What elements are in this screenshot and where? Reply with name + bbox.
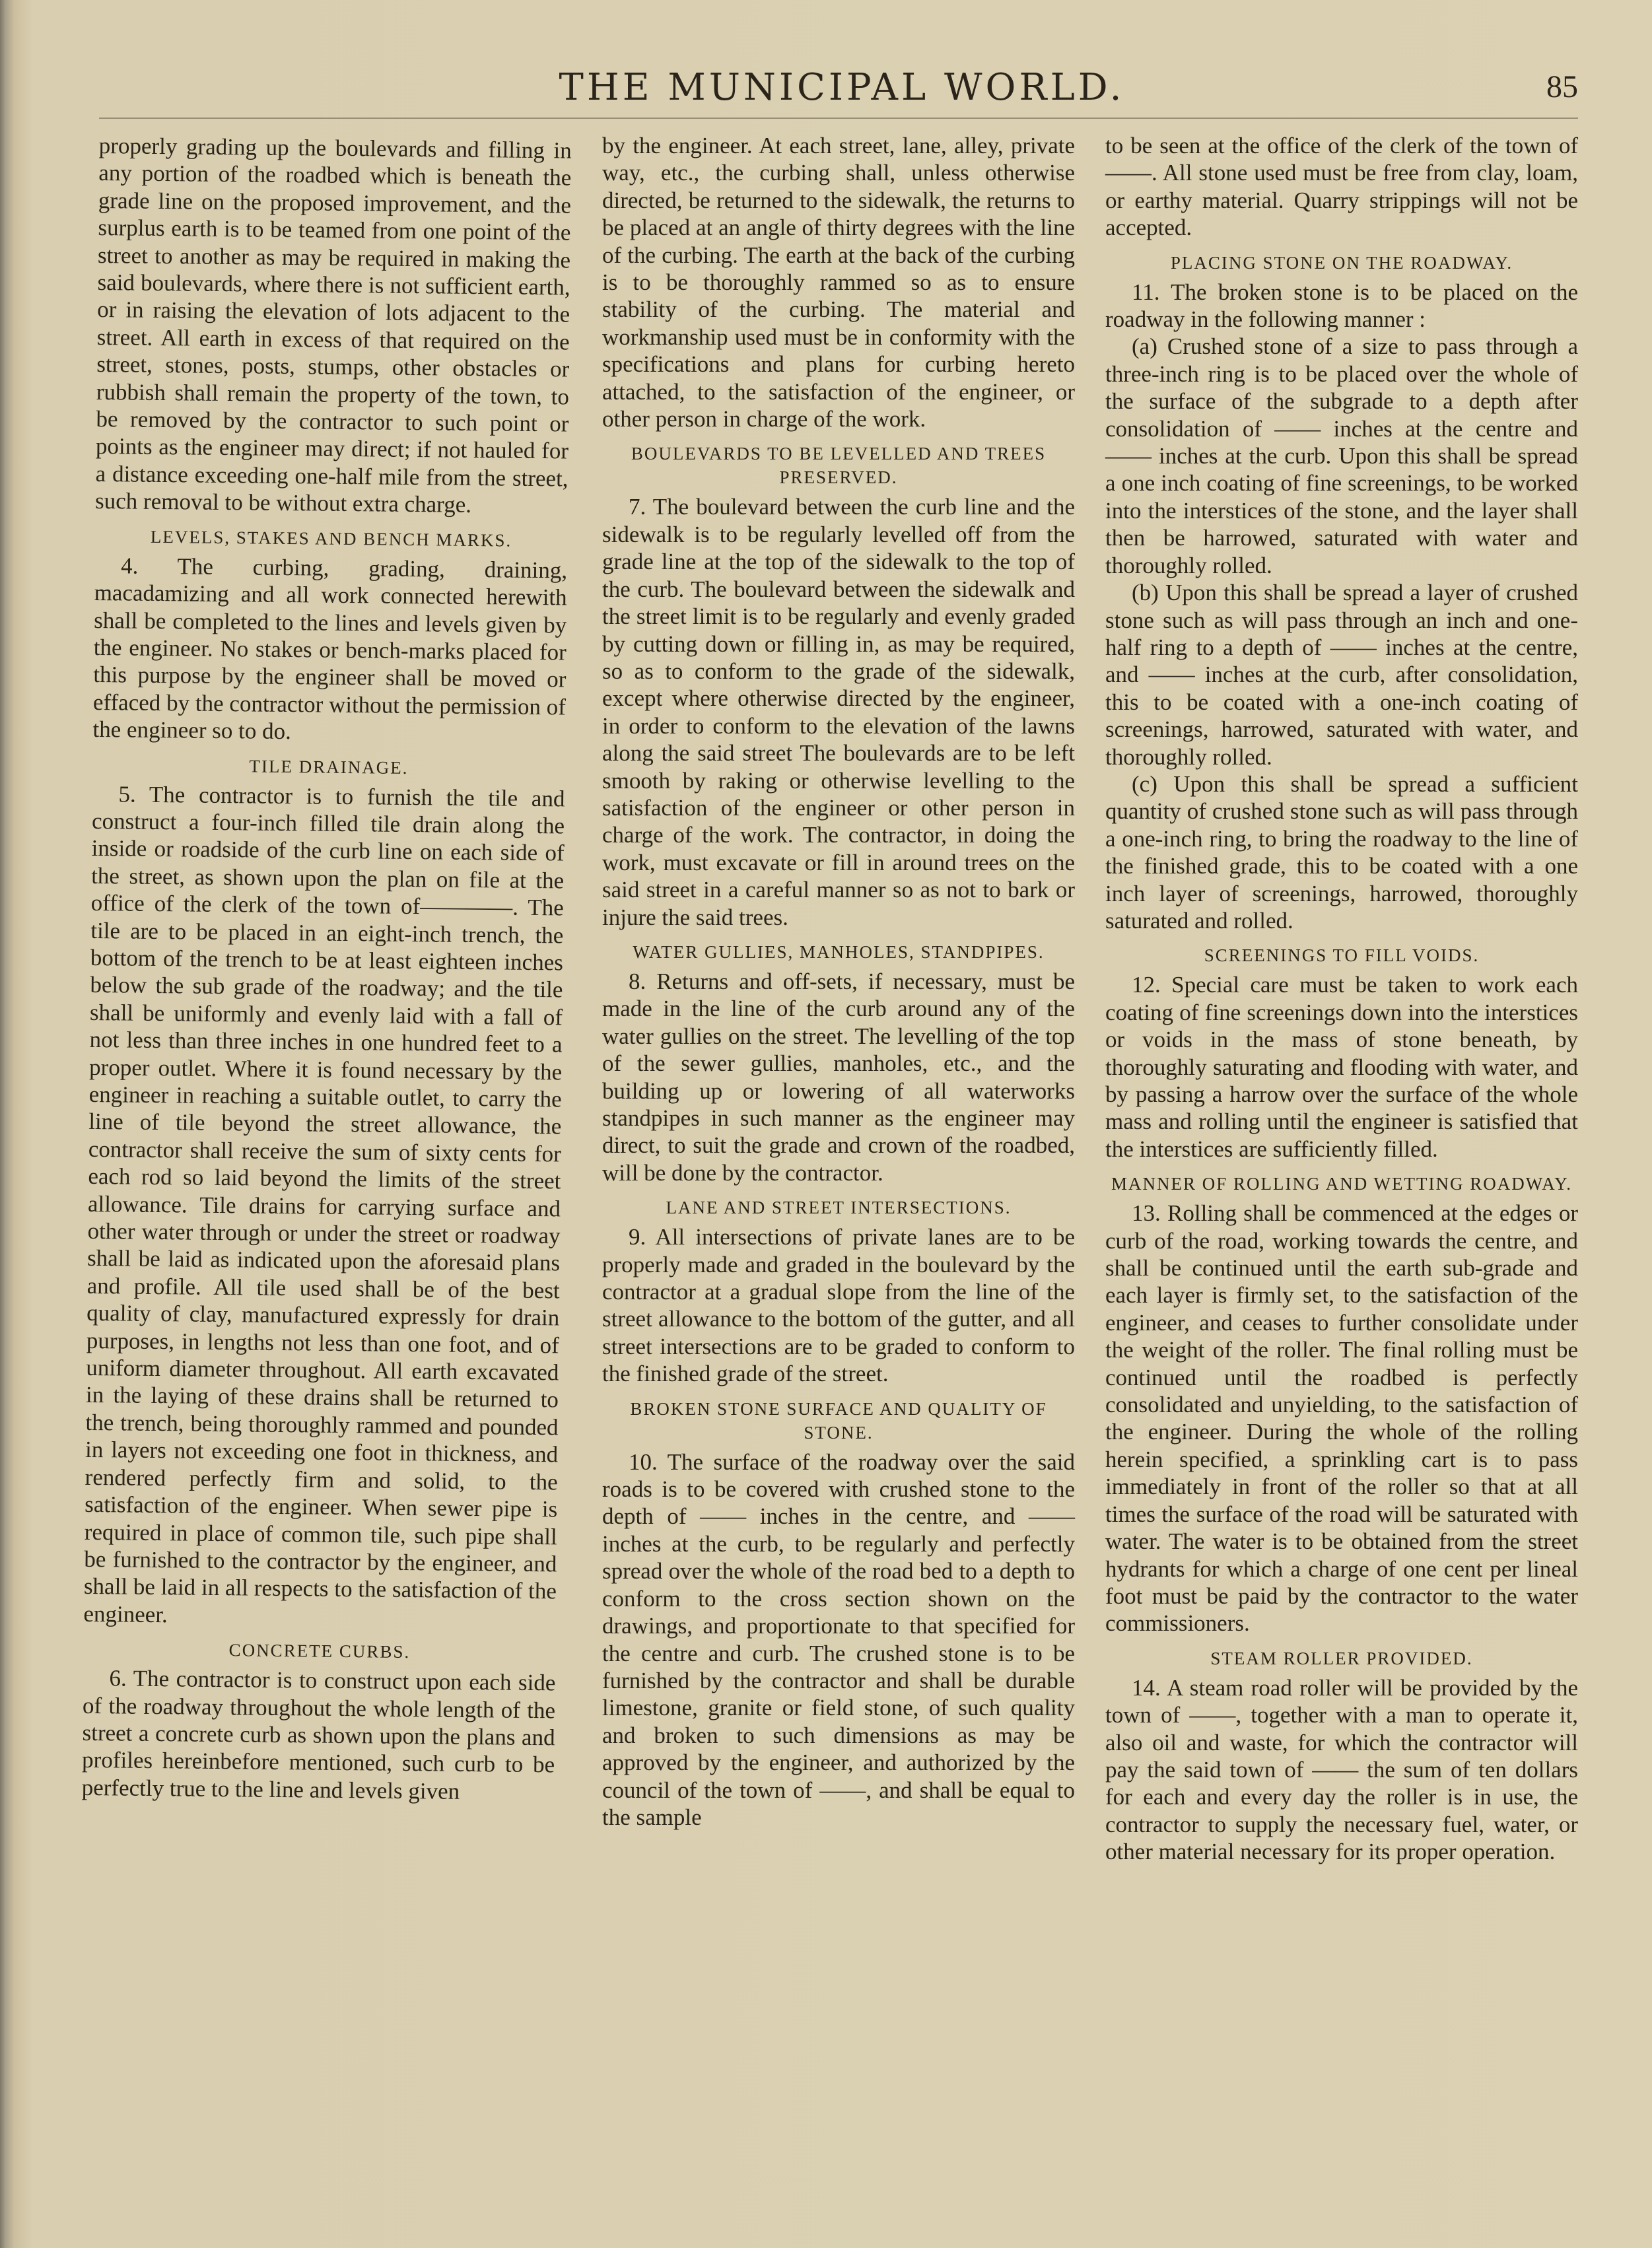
paragraph: 4. The curbing, grading, draining, macadamizing and all work connected herewith shall be completed to the lines and levels given by the engineer. No stakes or bench-marks placed for this purpose by the engineer shall be moved or effaced by the contractor without the permission of the engineer so to do. — [92, 553, 568, 745]
masthead — [99, 57, 1585, 123]
paragraph: properly grading up the boulevards and filling in any portion of the roadbed which is beneath the grade line on the proposed improvement, and the surplus earth is to be teamed from one point of the street to another as may be required in making the said boulevards, where there is not sufficient earth, or in raising the elevation of lots adjacent to the street. All earth in excess of that required on the street, stones, posts, stumps, other obstacles or rubbish shall remain the property of the town, to be removed by the contractor to such point or points as the engineer may direct; if not hauled for a distance exceeding one-half mile from the street, such removal to be without extra charge. — [94, 132, 572, 518]
paragraph: to be seen at the office of the clerk of the town of ——. All stone used must be free from clay, loam, or earthy material. Quarry strippings will not be accepted. — [1105, 133, 1578, 241]
section-heading: TILE DRAINAGE. — [249, 755, 409, 778]
section-heading: LEVELS, STAKES AND BENCH MARKS. — [150, 526, 512, 551]
paragraph: 7. The boulevard between the curb line and the sidewalk is to be regularly levelled off from the grade line at the top of the sidewalk to the top of the curb. The boulevard between the sidewalk and the street limit is to be regularly and evenly graded by cutting down or filling in, as may be required, so as to conform to the grade of the sidewalk, except where otherwise directed by the engineer, in order to conform to the elevation of the lawns along the said street The boulevards are to be left smooth by raking or otherwise levelling to the satisfaction of the engineer or other person in charge of the work. The contractor, in doing the work, must excavate or fill in around trees on the said street in a careful manner so as not to bark or injure the said trees. — [602, 494, 1075, 930]
paragraph: (b) Upon this shall be spread a layer of crushed stone such as will pass through an inch and one-half ring to a depth of —— inches at the centre, and —— inches at the curb, after consolidation, this to be coated with a one-inch coating of screenings, harrowed, saturated with water, and thoroughly rolled. — [1105, 580, 1578, 770]
section-heading: LANE AND STREET INTERSECTIONS. — [666, 1198, 1012, 1218]
section-heading: SCREENINGS TO FILL VOIDS. — [1204, 945, 1480, 966]
paragraph: 10. The surface of the roadway over the said roads is to be covered with crushed stone to the depth of —— inches in the centre, and —— inches at the curb, to be regularly and perfectly spread over the whole of the road bed to a depth to conform to the cross section shown on the drawings, and proportionate to that specified for the centre and curb. The crushed stone is to be furnished by the contractor and shall be durable limestone, granite or field stone, of such quality and broken to such dimensions as may be approved by the engineer, and authorized by the council of the town of ——, and shall be equal to the sample — [602, 1448, 1075, 1830]
paragraph: 6. The contractor is to construct upon each side of the roadway throughout the whole length of the street a concrete curb as shown upon the plans and profiles hereinbefore mentioned, such curb to be perfectly true to the line and levels given — [81, 1665, 556, 1804]
paragraph: 12. Special care must be taken to work each coating of fine screenings down into the interstices or voids in the mass of stone beneath, by thoroughly saturating and flooding with water, and by passing a harrow over the surface of the whole mass and rolling until the engineer is satisfied that the interstices are sufficiently filled. — [1105, 972, 1578, 1162]
column-2 — [602, 132, 1075, 2179]
paragraph: by the engineer. At each street, lane, alley, private way, etc., the curbing shall, unless otherwise directed, be returned to the sidewalk, the returns to be placed at an angle of thirty degrees with the line of the curbing. The earth at the back of the curbing is to be thoroughly rammed so as to ensure stability of the curbing. The material and workmanship used must be in conformity with the specifications and plans for curbing hereto attached, to the satisfaction of the engineer, or other person in charge of the work. — [602, 133, 1075, 432]
paragraph: 13. Rolling shall be commenced at the edges or curb of the road, working towards the centre, and shall be continued until the earth sub-grade and each layer is firmly set, to the satisfaction of the engineer, and ceases to further consolidate under the weight of the roller. The final rolling must be continued until the roadbed is perfectly consolidated and unyielding, to the satisfaction of the engineer. During the whole of the rolling herein specified, a sprinkling cart is to pass immediately in front of the roller so that at all times the surface of the road will be saturated with water. The water is to be obtained from the street hydrants for which a charge of one cent per lineal foot must be paid by the contractor to the water commissioners. — [1105, 1200, 1578, 1637]
paragraph: 11. The broken stone is to be placed on the roadway in the following manner : — [1105, 279, 1578, 333]
section-heading: BROKEN STONE SURFACE AND QUALITY OF STONE. — [630, 1398, 1047, 1443]
paragraph: 9. All intersections of private lanes are to be properly made and graded in the boulevard by the contractor at a gradual slope from the line of the street allowance to the bottom of the gutter, and all street intersections are to be graded to conform to the finished grade of the street. — [602, 1224, 1075, 1387]
text-columns — [81, 132, 1578, 2179]
page-title: THE MUNICIPAL WORLD. — [559, 66, 1125, 109]
section-heading: STEAM ROLLER PROVIDED. — [1210, 1648, 1473, 1668]
column-1 — [78, 132, 572, 2183]
header-rule — [99, 118, 1578, 119]
section-heading: PLACING STONE ON THE ROADWAY. — [1170, 252, 1513, 273]
paragraph: (a) Crushed stone of a size to pass through a three-inch ring is to be placed over the whole of the surface of the subgrade to a depth after consolidation of —— inches at the centre and —— inches at the curb. Upon this shall be spread a one inch coating of fine screenings, to be worked into the interstices of the stone, and the layer shall then be harrowed, saturated with water and thoroughly rolled. — [1105, 333, 1578, 578]
paragraph: (c) Upon this shall be spread a sufficient quantity of crushed stone such as will pass through a one-inch ring, to bring the roadway to the line of the finished grade, this to be coated with a one inch layer of screenings, harrowed, thoroughly saturated and rolled. — [1105, 770, 1578, 934]
section-heading: CONCRETE CURBS. — [228, 1640, 411, 1662]
page-number: 85 — [1546, 69, 1578, 104]
section-heading: WATER GULLIES, MANHOLES, STANDPIPES. — [633, 941, 1045, 962]
paragraph: 8. Returns and off-sets, if necessary, must be made in the line of the curb around any of the water gullies on the street. The levelling of the top of the sewer gullies, manholes, etc., and the building up or lowering of all waterworks standpipes in such manner as the engineer may direct, to suit the grade and crown of the roadbed, will be done by the contractor. — [602, 968, 1075, 1186]
section-heading: BOULEVARDS TO BE LEVELLED AND TREES PRESERVED. — [631, 444, 1047, 488]
paragraph: 5. The contractor is to furnish the tile and construct a four-inch filled tile drain along the inside or roadside of the curb line on each side of the street, as shown upon the plan on file at the office of the clerk of the town of————. The tile are to be placed in an eight-inch trench, the bottom of the trench to be at least eighteen inches below the sub grade of the roadway; and the tile shall be uniformly and evenly laid with a fall of not less than three inches in one hundred feet to a proper outlet. Where it is found necessary by the engineer in reaching a suitable outlet, to carry the line of tile beyond the street allowance, the contractor shall receive the sum of sixty cents for each rod so laid beyond the limits of the street allowance. Tile drains for carrying surface and other water through or under the street or roadway shall be laid as indicated upon the aforesaid plans and profile. All tile used shall be of the best quality of clay, manufactured expressly for drain purposes, in lengths not less than one foot, and of uniform diameter throughout. All earth excavated in the laying of these drains shall be returned to the trench, being thoroughly rammed and pounded in layers not exceeding one foot in thickness, and rendered perfectly firm and solid, to the satisfaction of the engineer. When sewer pipe is required in place of common tile, such pipe shall be furnished to the contractor by the engineer, and shall be laid in all respects to the satisfaction of the engineer. — [83, 780, 565, 1627]
paragraph: 14. A steam road roller will be provided by the town of ——, together with a man to operate it, also oil and waste, for which the contractor will pay the said town of —— the sum of ten dollars for each and every day the roller is in use, the contractor to supply the necessary fuel, water, or other material necessary for its proper operation. — [1105, 1674, 1578, 1865]
section-heading: MANNER OF ROLLING AND WETTING ROADWAY. — [1111, 1174, 1572, 1194]
column-3 — [1105, 132, 1578, 2179]
